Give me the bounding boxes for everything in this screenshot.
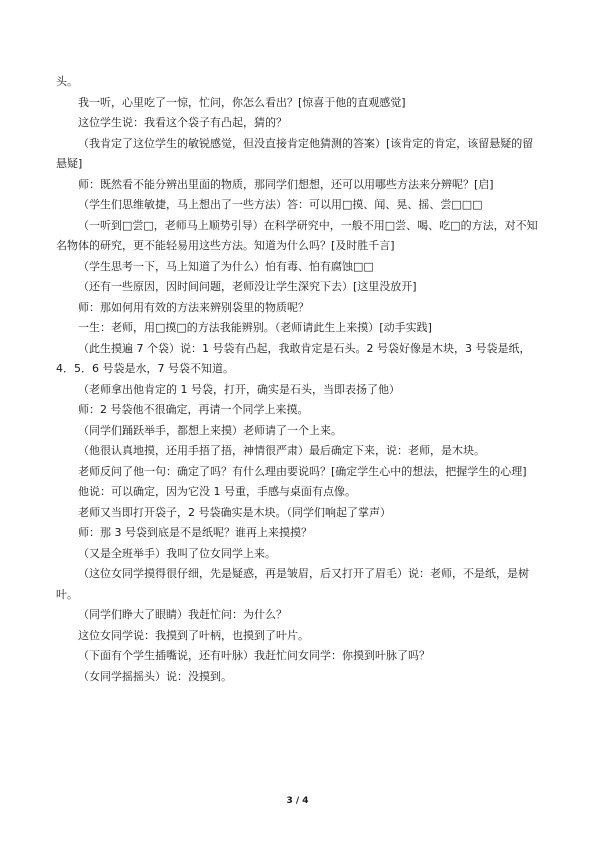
- paragraph: （老师拿出他肯定的 1 号袋，打开，确实是石头，当即表扬了他）: [78, 382, 400, 396]
- paragraph: （一听到□尝□，老师马上顺势引导）在科学研究中，一般不用□尝、喝、吃□的方法，对不知名物体的研究，更不能轻易用这些方法。知道为什么吗？[及时胜千言]: [56, 218, 538, 252]
- paragraph: （同学们睁大了眼睛）我赶忙问：为什么？: [78, 608, 287, 621]
- paragraph: 这位学生说：我看这个袋子有凸起，猜的？: [78, 116, 287, 129]
- paragraph: 他说：可以确定，因为它没 1 号重，手感与桌面有点像。: [78, 485, 356, 498]
- paragraph: （此生摸遍 7 个袋）说：1 号袋有凸起，我敢肯定是石头。2 号袋好像是木块，3 号袋是纸，4．5．6 号袋是水，7 号袋不知道。: [56, 341, 531, 375]
- paragraph: （学生思考一下，马上知道了为什么）怕有毒、怕有腐蚀□□: [78, 259, 374, 273]
- paragraph: （这位女同学摸得很仔细，先是疑惑，再是皱眉，后又打开了眉毛）说：老师，不是纸，是树叶。: [56, 567, 529, 601]
- paragraph: （我肯定了这位学生的敏锐感觉，但没直接肯定他猜测的答案）[该肯定的肯定，该留悬疑的留悬疑]: [56, 136, 534, 170]
- paragraph: 老师反问了他一句：确定了吗？有什么理由要说吗？[确定学生心中的想法，把握学生的心理]: [78, 464, 527, 478]
- paragraph: 我一听，心里吃了一惊，忙问，你怎么看出？[惊喜于他的直观感觉]: [78, 95, 406, 109]
- paragraph: （又是全班举手）我叫了位女同学上来。: [78, 546, 276, 560]
- paragraph: 师：既然看不能分辨出里面的物质，那同学们想想，还可以用哪些方法来分辨呢？[启]: [78, 177, 494, 191]
- paragraph: 头。: [56, 75, 78, 88]
- paragraph: （他很认真地摸，还用手捂了捂，神情很严肃）最后确定下来，说：老师，是木块。: [78, 444, 485, 457]
- paragraph: （女同学摇摇头）说：没摸到。: [78, 669, 232, 683]
- paragraph: 一生：老师，用□摸□的方法我能辨别。（老师请此生上来摸）[动手实践]: [78, 321, 432, 334]
- paragraph: 这位女同学说：我摸到了叶柄，也摸到了叶片。: [78, 628, 309, 642]
- paragraph: （学生们思维敏捷，马上想出了一些方法）答：可以用□摸、闻、晃、摇、尝□□□: [78, 198, 483, 211]
- paragraph: 师：那如何用有效的方法来辨别袋里的物质呢？: [78, 300, 309, 314]
- paragraph: 老师又当即打开袋子，2 号袋确实是木块。（同学们响起了掌声）: [78, 505, 391, 519]
- document-body: [56, 72, 540, 687]
- paragraph: （下面有个学生插嘴说，还有叶脉）我赶忙问女同学：你摸到叶脉了吗？: [78, 649, 430, 662]
- paragraph: （同学们踊跃举手，都想上来摸）老师请了一个上来。: [78, 423, 342, 437]
- paragraph: （还有一些原因，因时间问题，老师没让学生深究下去）[这里没放开]: [78, 280, 417, 293]
- paragraph: 师：那 3 号袋到底是不是纸呢？谁再上来摸摸？: [78, 526, 312, 539]
- paragraph: 师：2 号袋他不很确定，再请一个同学上来摸。: [78, 403, 309, 416]
- page-number: 3 / 4: [286, 796, 309, 806]
